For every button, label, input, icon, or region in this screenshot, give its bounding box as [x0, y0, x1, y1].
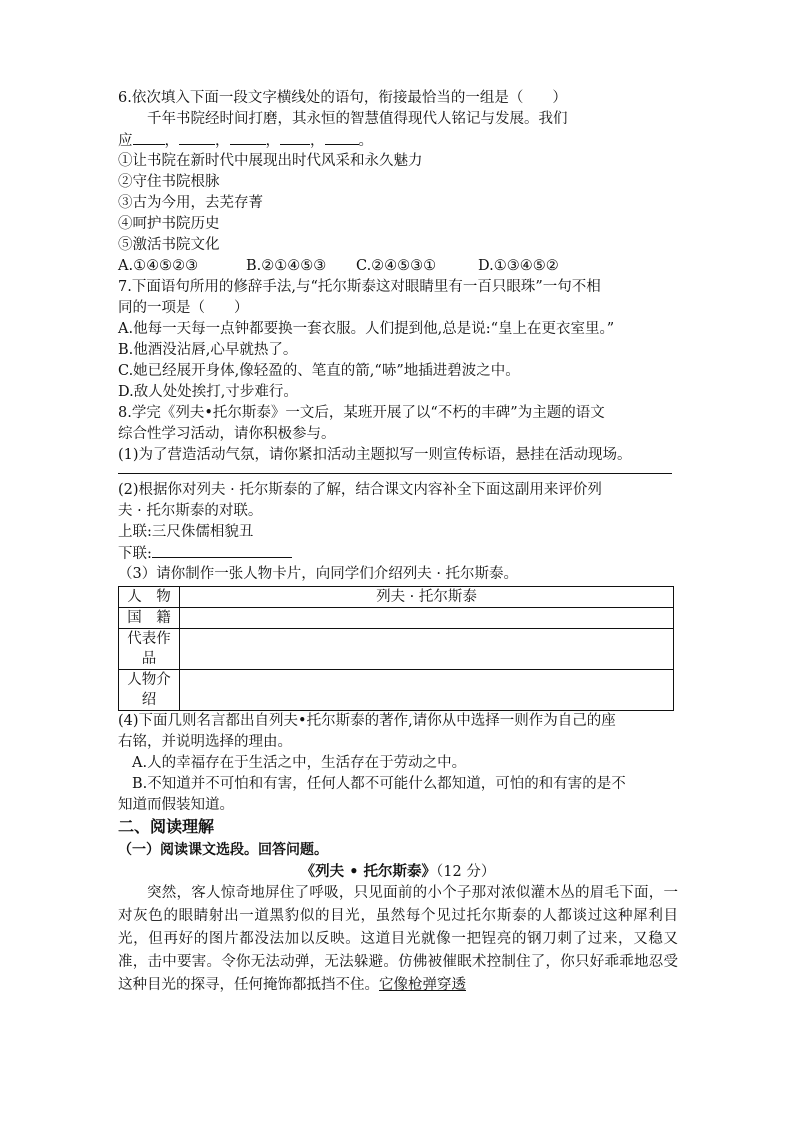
q8-stem-line2: 综合性学习活动，请你积极参与。	[118, 426, 336, 442]
q7-stem-line1: 7.下面语句所用的修辞手法,与“托尔斯泰这对眼睛里有一百只眼珠”一句不相	[118, 279, 601, 295]
reading-paragraph	[118, 882, 678, 997]
card-key-intro-b: 绍	[141, 692, 157, 708]
article-title: 《列夫 • 托尔斯泰》	[300, 863, 437, 880]
card-key-name: 人 物	[119, 587, 180, 608]
table-row	[119, 670, 674, 711]
couplet-upper: 上联:三尺侏儒相貌丑	[118, 524, 254, 540]
subsection-title: （一）阅读课文选段。回答问题。	[118, 842, 328, 858]
blank-5[interactable]	[325, 130, 359, 145]
document-page	[118, 88, 678, 997]
q8-part3: （3）请你制作一张人物卡片，向同学们介绍列夫 · 托尔斯泰。	[118, 566, 519, 582]
q7-option-d[interactable]: D.敌人处处挨打,寸步难行。	[118, 384, 298, 400]
q7-stem-line2: 同的一项是（ ）	[118, 300, 249, 316]
blank-2[interactable]	[179, 130, 215, 145]
q6-item-1: ①让书院在新时代中展现出时代风采和永久魅力	[118, 153, 423, 169]
q6-option-c[interactable]: C.②④⑤③①	[356, 258, 437, 274]
couplet-lower-label: 下联:	[118, 546, 152, 562]
q6-item-4: ④呵护书院历史	[118, 216, 220, 232]
quote-b-line1[interactable]: B.不知道并不可怕和有害，任何人都不可能什么都知道，可怕的和有害的是不	[132, 776, 626, 792]
end-mark: 。	[358, 133, 373, 149]
card-key-intro-a: 人物介	[127, 672, 171, 688]
couplet-lower-blank[interactable]	[152, 543, 292, 558]
quote-b-line2: 知道而假装知道。	[118, 797, 234, 813]
q8-part1: (1)为了营造活动气氛，请你紧扣活动主题拟写一则宣传标语，悬挂在活动现场。	[118, 447, 632, 463]
card-value-intro[interactable]	[180, 670, 674, 711]
q6-passage-start: 应	[118, 133, 133, 149]
card-value-works[interactable]	[180, 629, 674, 670]
q7-option-c[interactable]: C.她已经展开身体,像轻盈的、笔直的箭,“哧”地插进碧波之中。	[118, 363, 520, 379]
person-card-table	[118, 586, 674, 711]
table-row	[119, 608, 674, 629]
q8-stem-line1: 8.学完《列夫•托尔斯泰》一文后，某班开展了以“不朽的丰碑”为主题的语文	[118, 405, 605, 421]
blank-1[interactable]	[133, 130, 165, 145]
q7-option-b[interactable]: B.他酒没沾唇,心早就热了。	[118, 342, 298, 358]
card-key-nationality: 国 籍	[119, 608, 180, 629]
slogan-answer-line[interactable]	[118, 472, 672, 474]
article-score: （12 分）	[436, 864, 496, 880]
table-row	[119, 629, 674, 670]
paragraph-text: 突然，客人惊奇地屏住了呼吸，只见面前的小个子那对浓似灌木丛的眉毛下面，一对灰色的眼睛射出一道黑豹似的目光，虽然每个见过托尔斯泰的人都谈过这种犀利目光，但再好的图片都没法加以反映。这道目光就像一把锃亮的钢刀刺了过来，又稳又准，击中要害。令你无法动弹，无法躲避。仿佛被催眠术控制住了，你只好乖乖地忍受这种目光的探寻，任何掩饰都抵挡不住。	[118, 885, 678, 993]
q6-option-a[interactable]: A.①④⑤②③	[118, 258, 199, 274]
card-value-nationality[interactable]	[180, 608, 674, 629]
card-key-intro	[119, 670, 180, 711]
q6-item-3: ③古为今用，去芜存菁	[118, 195, 263, 211]
q6-options	[118, 256, 678, 277]
q6-stem: 6.依次填入下面一段文字横线处的语句，衔接最恰当的一组是（ ）	[118, 90, 567, 106]
blank-4[interactable]	[280, 130, 310, 145]
q6-option-d[interactable]: D.①③④⑤②	[478, 258, 559, 274]
q6-item-5: ⑤激活书院文化	[118, 237, 220, 253]
couplet-lower	[118, 543, 678, 564]
q8-part2-line2: 夫 · 托尔斯泰的对联。	[118, 503, 263, 519]
q6-passage-blanks	[118, 130, 678, 151]
article-title-line	[118, 861, 678, 882]
sep: ，	[265, 133, 280, 149]
card-key-works-a: 代表作	[127, 631, 171, 647]
card-key-works-b: 品	[141, 651, 157, 667]
sep: ，	[215, 133, 230, 149]
quote-a[interactable]: A.人的幸福存在于生活之中，生活存在于劳动之中。	[132, 755, 467, 771]
blank-3[interactable]	[230, 130, 266, 145]
q8-part4-line2: 右铭，并说明选择的理由。	[118, 734, 292, 750]
q7-option-a[interactable]: A.他每一天每一点钟都要换一套衣服。人们提到他,总是说:“皇上在更衣室里。”	[118, 321, 615, 337]
q8-part4-line1: (4)下面几则名言都出自列夫•托尔斯泰的著作,请你从中选择一则作为自己的座	[118, 713, 616, 729]
card-key-works	[119, 629, 180, 670]
card-value-name: 列夫 · 托尔斯泰	[180, 587, 674, 608]
sep: ，	[310, 133, 325, 149]
table-row	[119, 587, 674, 608]
q8-part2-line1: (2)根据你对列夫 · 托尔斯泰的了解，结合课文内容补全下面这副用来评价列	[118, 482, 602, 498]
q6-passage-line1: 千年书院经时间打磨，其永恒的智慧值得现代人铭记与发展。我们	[147, 111, 568, 127]
sep: ，	[164, 133, 179, 149]
underlined-sentence: 它像枪弹穿透	[379, 977, 466, 993]
q6-option-b[interactable]: B.②①④⑤③	[246, 258, 327, 274]
q6-item-2: ②守住书院根脉	[118, 174, 220, 190]
section-title: 二、阅读理解	[118, 817, 215, 836]
